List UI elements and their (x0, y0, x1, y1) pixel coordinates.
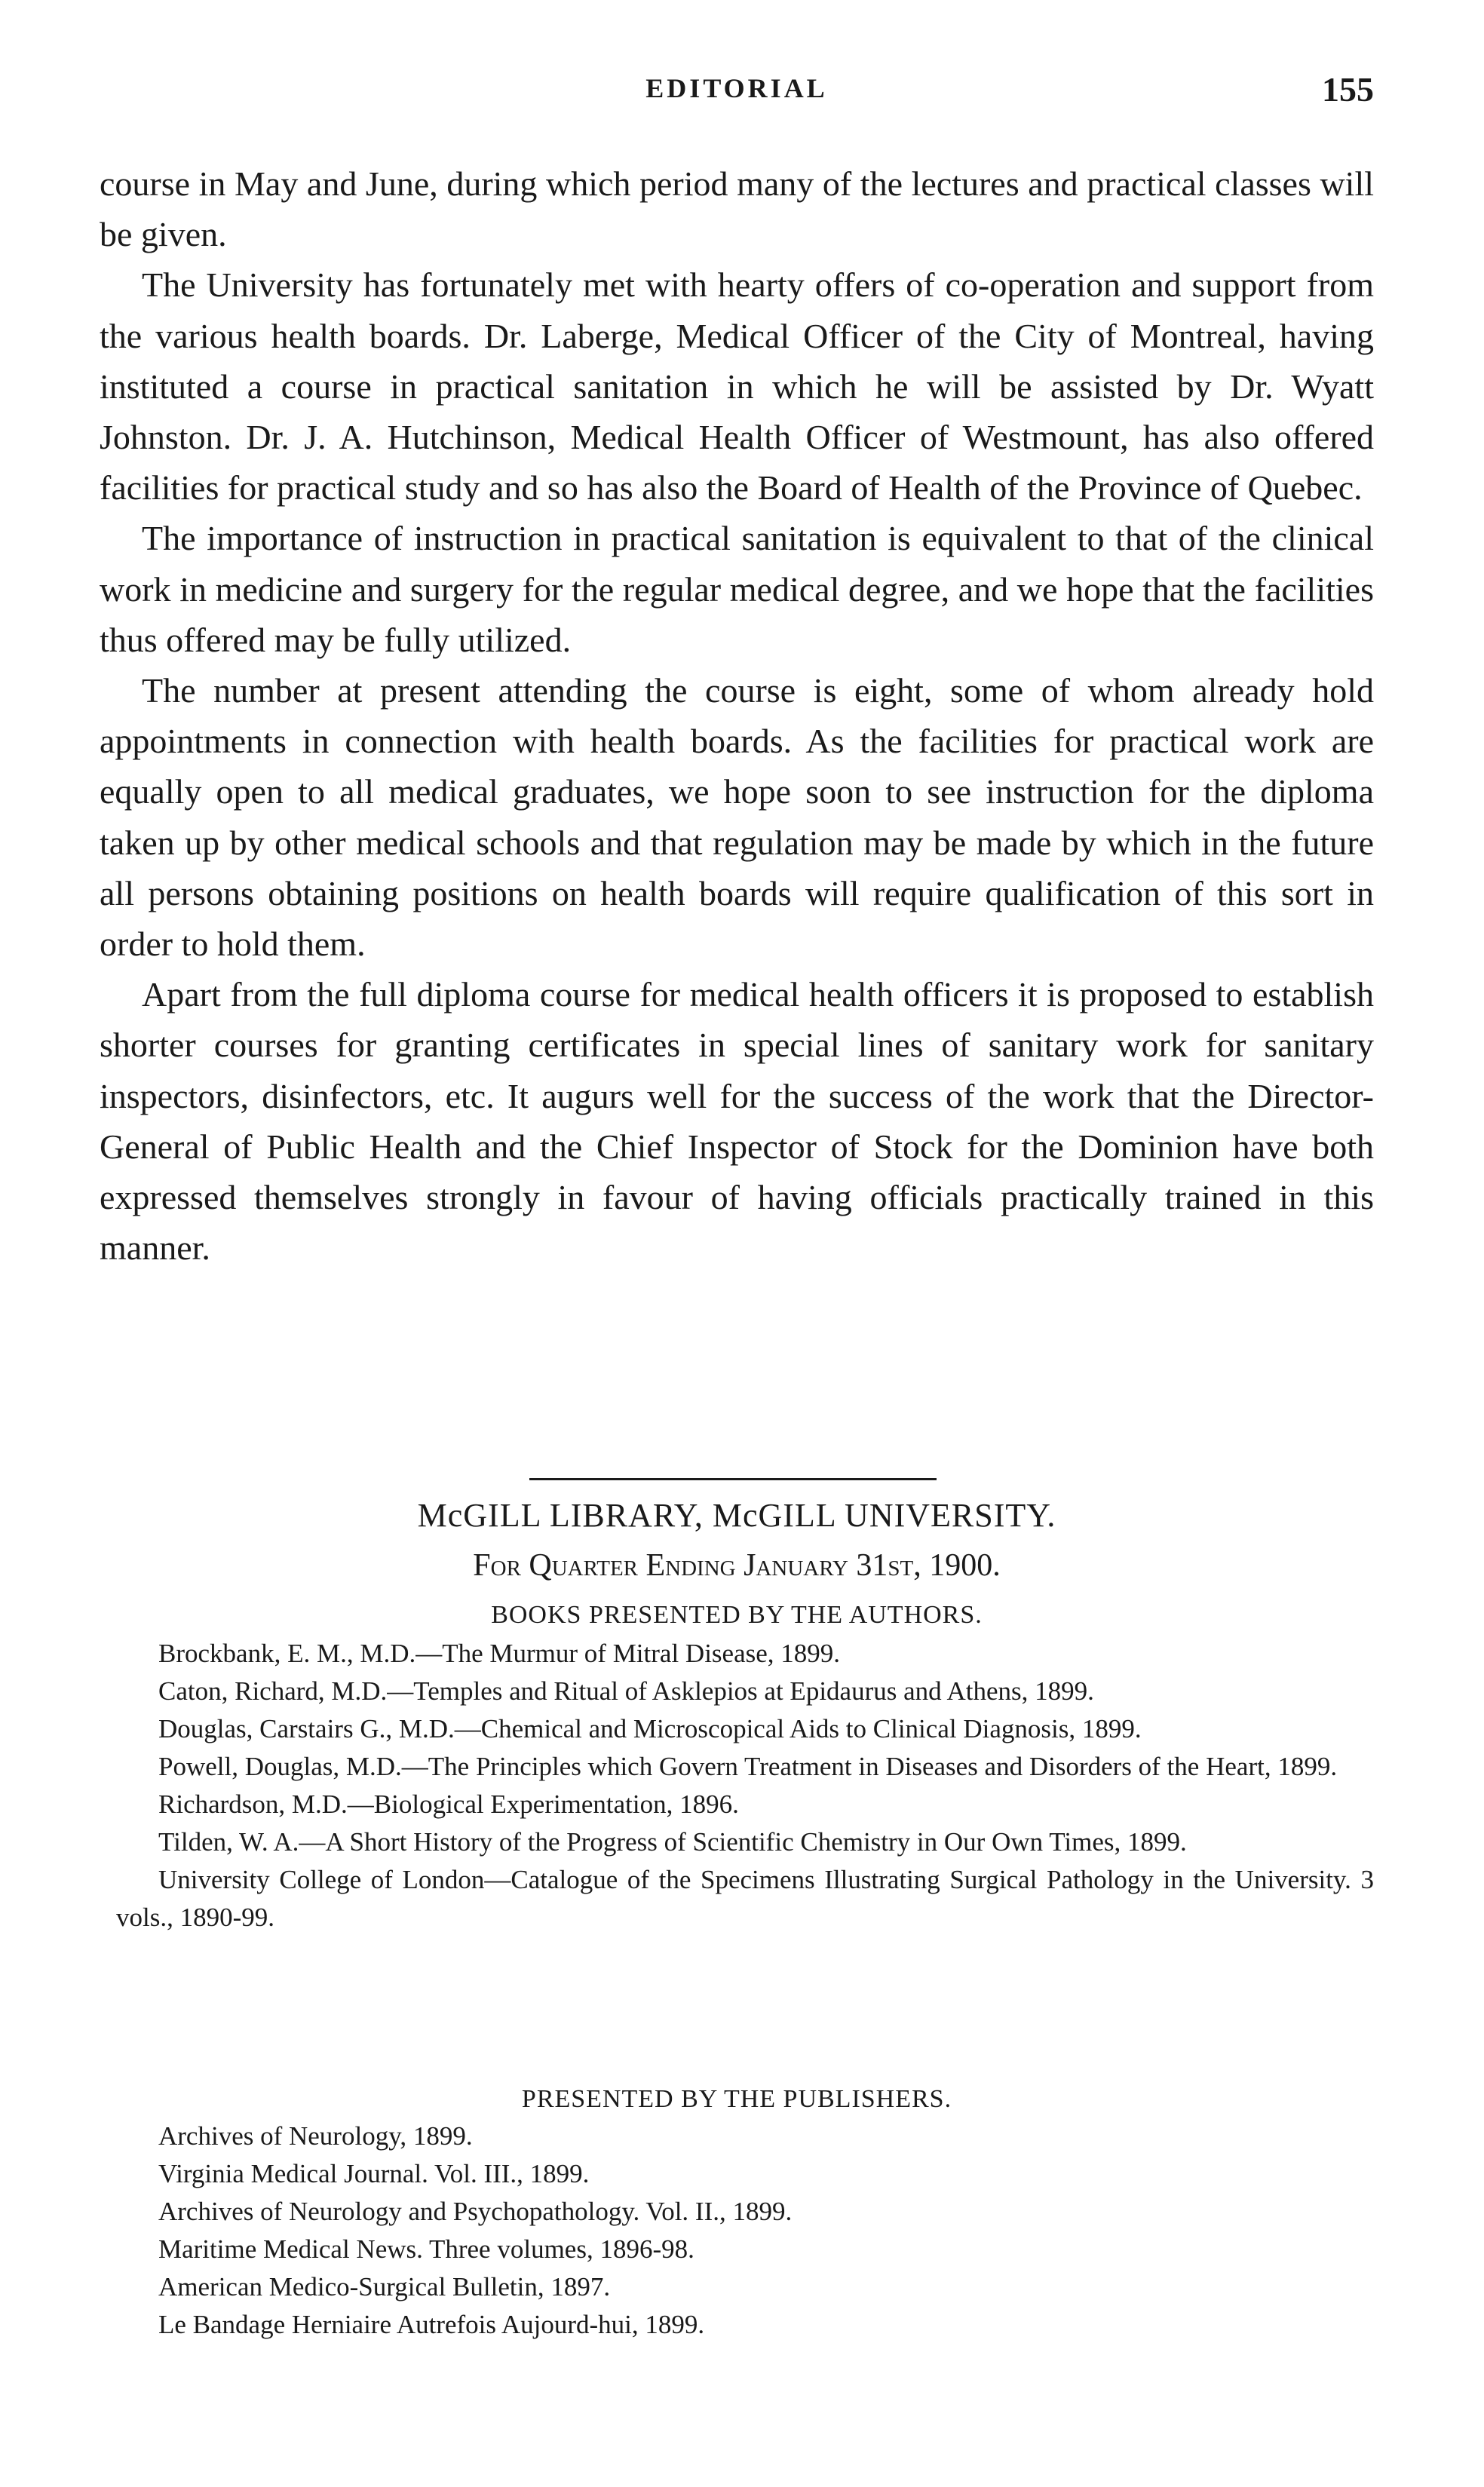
books-heading: BOOKS PRESENTED BY THE AUTHORS. (491, 1601, 983, 1629)
list-item: Le Bandage Herniaire Autrefois Aujourd-hui, 1899. (158, 2310, 705, 2339)
quarter-subtitle: For Quarter Ending January 31st, 1900. (473, 1548, 1001, 1583)
editorial-text (100, 158, 1374, 1273)
list-item: Maritime Medical News. Three volumes, 1896-98. (158, 2234, 694, 2264)
list-item: Douglas, Carstairs G., M.D.—Chemical and Microscopical Aids to Clinical Diagnosis, 1899. (158, 1714, 1142, 1743)
paragraph: The number at present attending the course is eight, some of whom already hold appointments in connection with health boards. As the facilities for practical work are equally open to all medical graduates, we hope soon to see instruction for the diploma taken up by other medical schools and that regulation may be made by which in the future all persons obtaining positions on health boards will require qualification of this sort in order to hold them. (100, 671, 1374, 964)
list-item: Caton, Richard, M.D.—Temples and Ritual of Asklepios at Epidaurus and Athens, 1899. (158, 1676, 1094, 1706)
publishers-heading: PRESENTED BY THE PUBLISHERS. (521, 2085, 952, 2113)
list-item: American Medico-Surgical Bulletin, 1897. (158, 2272, 611, 2301)
page-number: 155 (1322, 70, 1374, 109)
list-item: Virginia Medical Journal. Vol. III., 1899. (158, 2159, 590, 2188)
list-item: Brockbank, E. M., M.D.—The Murmur of Mitral Disease, 1899. (158, 1639, 841, 1668)
paragraph: The importance of instruction in practical sanitation is equivalent to that of the clinical work in medicine and surgery for the regular medical degree, and we hope that the facilities thus offered may be fully utilized. (100, 519, 1374, 659)
library-title: McGILL LIBRARY, McGILL UNIVERSITY. (417, 1497, 1056, 1534)
page-header (100, 72, 1374, 125)
paragraph: Apart from the full diploma course for medical health officers it is proposed to establish shorter courses for granting certificates in special lines of sanitary work for sanitary inspectors, disinfectors, etc. It augurs well for the success of the work that the Director-General of Public Health and the Chief Inspector of Stock for the Dominion have both expressed themselves strongly in favour of having officials practically trained in this manner. (100, 975, 1374, 1268)
list-item: Tilden, W. A.—A Short History of the Progress of Scientific Chemistry in Our Own Times, 1899. (158, 1827, 1187, 1857)
books-list (116, 1635, 1374, 1937)
running-head: EDITORIAL (645, 73, 828, 103)
list-item: Powell, Douglas, M.D.—The Principles which Govern Treatment in Diseases and Disorders of the Heart, 1899. (158, 1752, 1338, 1781)
section-divider (529, 1478, 937, 1480)
list-item: Archives of Neurology, 1899. (158, 2121, 473, 2151)
paragraph: course in May and June, during which period many of the lectures and practical classes will be given. (100, 164, 1374, 254)
paragraph: The University has fortunately met with hearty offers of co-operation and support from the various health boards. Dr. Laberge, Medical Officer of the City of Montreal, having instituted a course in practical sanitation in which he will be assisted by Dr. Wyatt Johnston. Dr. J. A. Hutchinson, Medical Health Officer of Westmount, has also offered facilities for practical study and so has also the Board of Health of the Province of Quebec. (100, 265, 1374, 508)
list-item: Richardson, M.D.—Biological Experimentation, 1896. (158, 1789, 739, 1819)
list-item: University College of London—Catalogue of the Specimens Illustrating Surgical Pathology in the University. 3 vols., 1890-99. (116, 1865, 1374, 1932)
journals-list (158, 2117, 1374, 2344)
list-item: Archives of Neurology and Psychopathology. Vol. II., 1899. (158, 2197, 793, 2226)
